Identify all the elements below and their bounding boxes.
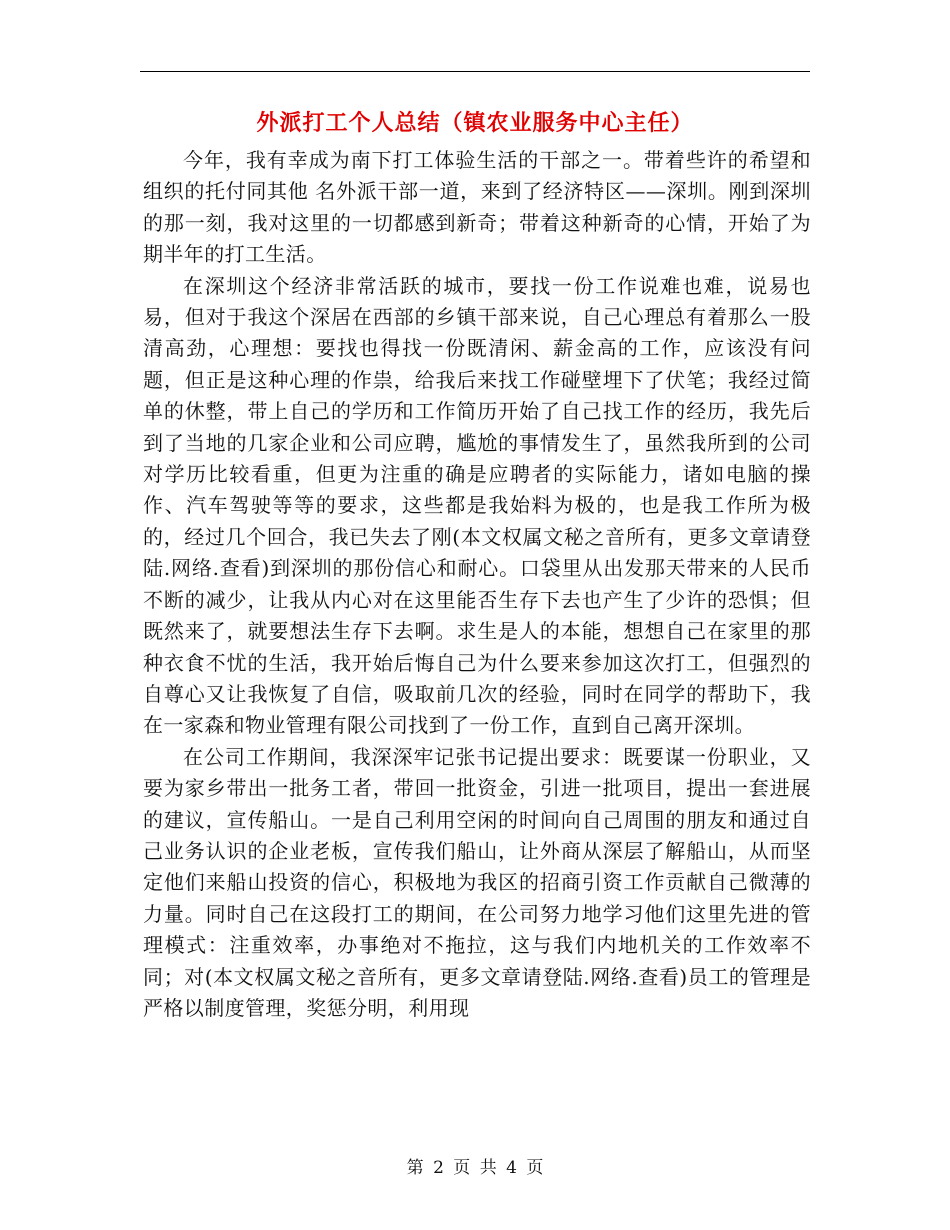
page-footer [0, 1153, 950, 1178]
paragraph-2: 在深圳这个经济非常活跃的城市，要找一份工作说难也难，说易也易，但对于我这个深居在西部的乡镇干部来说，自己心理总有着那么一股清高劲，心理想：要找也得找一份既清闲、薪金高的工作，应该没有问题，但正是这种心理的作祟，给我后来找工作碰壁埋下了伏笔；我经过简单的休整，带上自己的学历和工作简历开始了自己找工作的经历，我先后到了当地的几家企业和公司应聘，尴尬的事情发生了，虽然我所到的公司对学历比较看重，但更为注重的确是应聘者的实际能力，诸如电脑的操作、汽车驾驶等等的要求，这些都是我始料为极的，也是我工作所为极的，经过几个回合，我已失去了刚(本文权属文秘之音所有，更多文章请登陆.网络.查看)到深圳的那份信心和耐心。口袋里从出发那天带来的人民币不断的减少，让我从内心对在这里能否生存下去也产生了少许的恐惧；但既然来了，就要想法生存下去啊。求生是人的本能，想想自己在家里的那种衣食不忧的生活，我开始后悔自己为什么要来参加这次打工，但强烈的自尊心又让我恢复了自信，吸取前几次的经验，同时在同学的帮助下，我在一家森和物业管理有限公司找到了一份工作，直到自己离开深圳。 [143, 273, 811, 738]
footer-suffix: 页 [526, 1158, 544, 1178]
footer-total-pages: 4 [506, 1158, 517, 1178]
paragraph-3: 在公司工作期间，我深深牢记张书记提出要求：既要谋一份职业，又要为家乡带出一批务工者，带回一批资金，引进一批项目，提出一套进展的建议，宣传船山。一是自己利用空闲的时间向自己周围的朋友和通过自己业务认识的企业老板，宣传我们船山，让外商从深层了解船山，从而坚定他们来船山投资的信心，积极地为我区的招商引资工作贡献自己微薄的力量。同时自己在这段打工的期间，在公司努力地学习他们这里先进的管理模式：注重效率，办事绝对不拖拉，这与我们内地机关的工作效率不同；对(本文权属文秘之音所有，更多文章请登陆.网络.查看)员工的管理是严格以制度管理，奖惩分明，利用现 [143, 744, 811, 1020]
footer-prefix: 第 [406, 1158, 424, 1178]
footer-total-prefix: 共 [479, 1158, 497, 1178]
document-title: 外派打工个人总结（镇农业服务中心主任） [256, 110, 694, 136]
footer-current-page: 2 [433, 1158, 444, 1178]
document-body [143, 145, 811, 1024]
header-rule [140, 71, 810, 72]
paragraph-1: 今年，我有幸成为南下打工体验生活的干部之一。带着些许的希望和组织的托付同其他 名外派干部一道，来到了经济特区——深圳。刚到深圳的那一刻，我对这里的一切都感到新奇；带着这种新奇的心情，开始了为期半年的打工生活。 [143, 148, 811, 267]
footer-page-word: 页 [453, 1158, 471, 1178]
